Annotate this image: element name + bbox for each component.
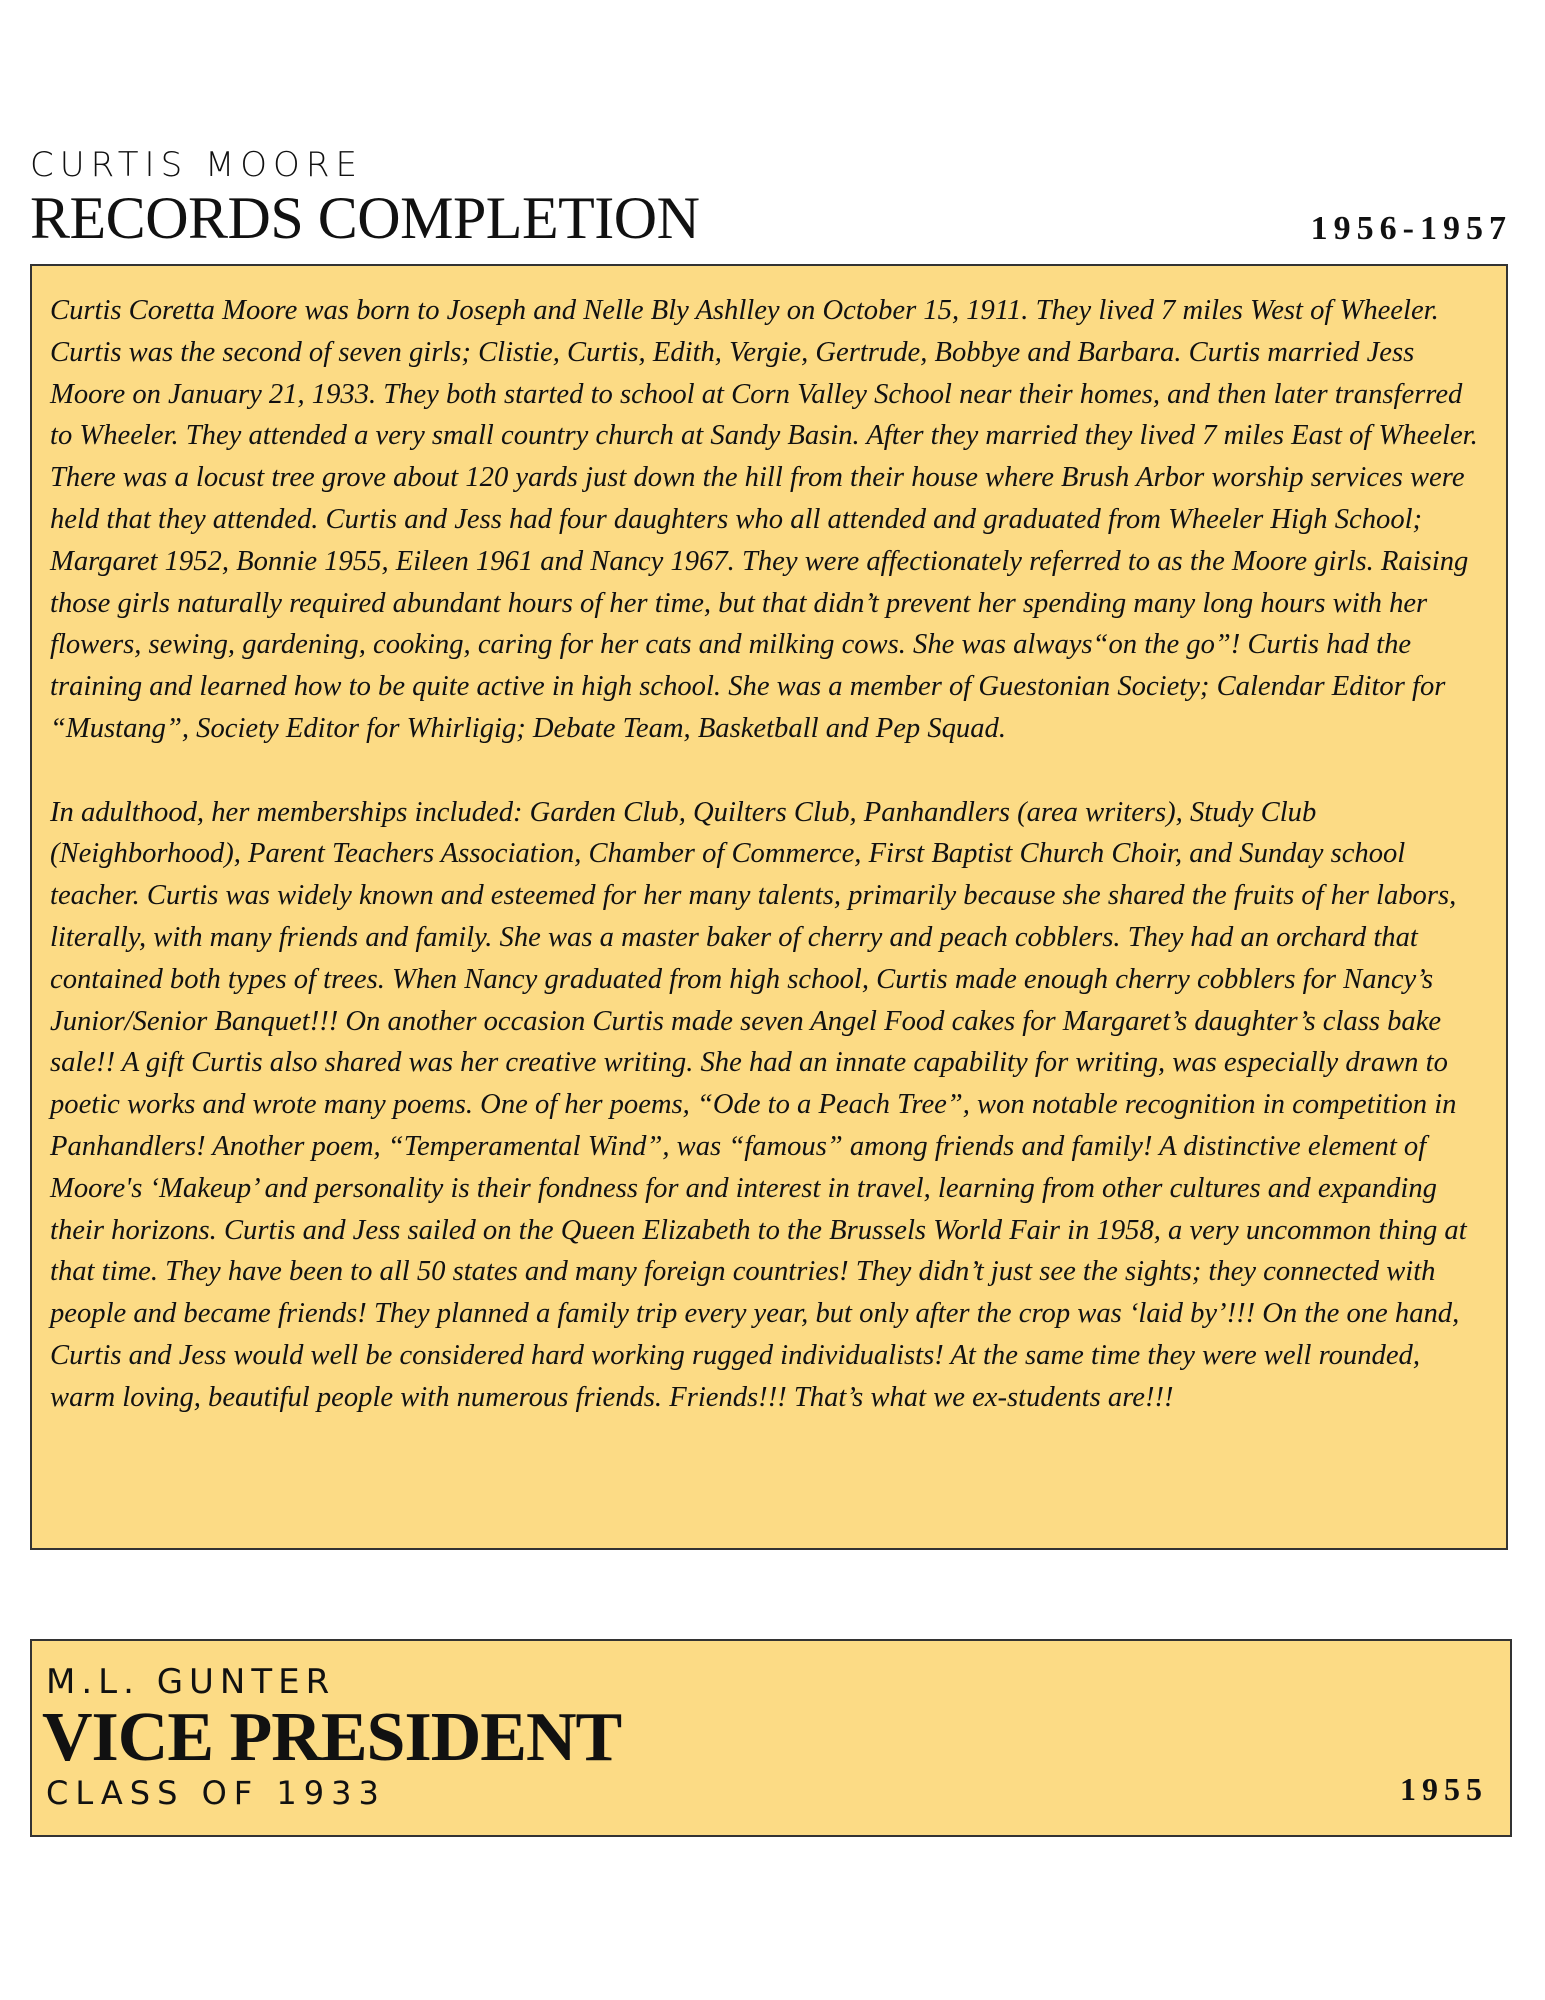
officer-role-title: VICE PRESIDENT (42, 1699, 622, 1776)
biography-box (30, 264, 1508, 1550)
officer-year: 1955 (1400, 1771, 1488, 1807)
officer-person-name: M.L. GUNTER (46, 1662, 336, 1702)
officer-card (30, 1639, 1512, 1837)
biography-paragraph-1: Curtis Coretta Moore was born to Joseph and Nelle Bly Ashlley on October 15, 1911. They lived 7 miles West of Wheeler. Curtis was the second of seven girls; Clistie, Curtis, Edith, Vergie, Gertrude, Bobbye and Barbara. Curtis married Jess Moore on January 21, 1933. They both started to school at Corn Valley School near their homes, and then later transferred to Wheeler. They attended a very small country church at Sandy Basin. After they married they lived 7 miles East of Wheeler. There was a locust tree grove about 120 yards just down the hill from their house where Brush Arbor worship services were held that they attended. Curtis and Jess had four daughters who all attended and graduated from Wheeler High School; Margaret 1952, Bonnie 1955, Eileen 1961 and Nancy 1967. They were affectionately referred to as the Moore girls. Raising those girls naturally required abundant hours of her time, but that didn’t prevent her spending many long hours with her flowers, sewing, gardening, cooking, caring for her cats and milking cows. She was always“on the go”! Curtis had the training and learned how to be quite active in high school. She was a member of Guestonian Society; Calendar Editor for “Mustang”, Society Editor for Whirligig; Debate Team, Basketball and Pep Squad. (50, 295, 1478, 744)
record-years: 1956-1957 (1310, 210, 1512, 247)
biography-paragraph-2: In adulthood, her memberships included: Garden Club, Quilters Club, Panhandlers (area writers), Study Club (Neighborhood), Parent Teachers Association, Chamber of Commerce, First Baptist Church Choir, and Sunday school teacher. Curtis was widely known and esteemed for her many talents, primarily because she shared the fruits of her labors, literally, with many friends and family. She was a master baker of cherry and peach cobblers. They had an orchard that contained both types of trees. When Nancy graduated from high school, Curtis made enough cherry cobblers for Nancy’s Junior/Senior Banquet!!! On another occasion Curtis made seven Angel Food cakes for Margaret’s daughter’s class bake sale!! A gift Curtis also shared was her creative writing. She had an innate capability for writing, was especially drawn to poetic works and wrote many poems. One of her poems, “Ode to a Peach Tree”, won notable recognition in competition in Panhandlers! Another poem, “Temperamental Wind”, was “famous” among friends and family! A distinctive element of Moore's ‘Makeup’ and personality is their fondness for and interest in travel, learning from other cultures and expanding their horizons. Curtis and Jess sailed on the Queen Elizabeth to the Brussels World Fair in 1958, a very uncommon thing at that time. They have been to all 50 states and many foreign countries! They didn’t just see the sights; they connected with people and became friends! They planned a family trip every year, but only after the crop was ‘laid by’!!! On the one hand, Curtis and Jess would well be considered hard working rugged individualists! At the same time they were well rounded, warm loving, beautiful people with numerous friends. Friends!!! That’s what we ex-students are!!! (50, 796, 1467, 1413)
officer-class-of: CLASS OF 1933 (46, 1774, 386, 1812)
record-person-name: CURTIS MOORE (30, 145, 363, 185)
record-role-title: RECORDS COMPLETION (30, 185, 700, 251)
record-header (30, 145, 1512, 251)
